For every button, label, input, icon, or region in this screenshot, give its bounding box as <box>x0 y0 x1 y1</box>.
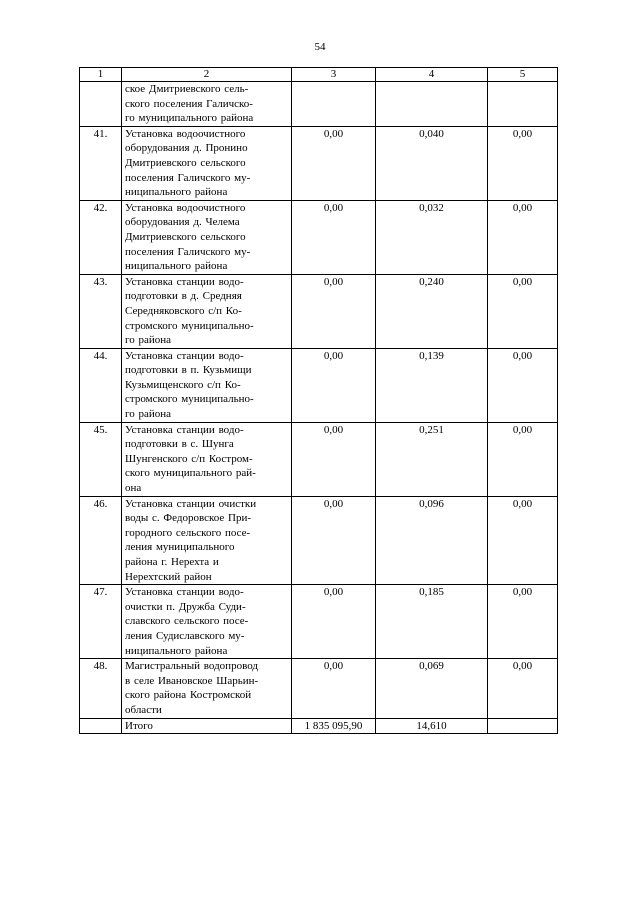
row-number: 42. <box>80 200 122 274</box>
row-number: 41. <box>80 126 122 200</box>
row-number: 48. <box>80 659 122 718</box>
row-value-col5 <box>488 82 558 127</box>
column-header: 3 <box>292 68 376 82</box>
row-value-col3: 0,00 <box>292 348 376 422</box>
row-value-col5: 0,00 <box>488 659 558 718</box>
row-value-col5: 0,00 <box>488 200 558 274</box>
row-value-col4: 0,185 <box>376 585 488 659</box>
row-value-col5: 0,00 <box>488 585 558 659</box>
column-header: 4 <box>376 68 488 82</box>
row-value-col3: 0,00 <box>292 126 376 200</box>
table-header-row <box>80 68 558 82</box>
table-row <box>80 348 558 422</box>
column-header: 1 <box>80 68 122 82</box>
column-header: 5 <box>488 68 558 82</box>
table-row <box>80 496 558 585</box>
row-value-col5 <box>488 718 558 734</box>
row-description: Установка станции водо- подготовки в п. Кузьмищи Кузьмищенского с/п Ко- стромского муниципально- го района <box>122 348 292 422</box>
row-number: 47. <box>80 585 122 659</box>
row-value-col4 <box>376 82 488 127</box>
row-description: Установка станции водо- очистки п. Дружба Суди- славского сельского посе- ления Судиславского му- ниципального района <box>122 585 292 659</box>
row-number <box>80 82 122 127</box>
page-number: 54 <box>314 41 326 53</box>
row-value-col5: 0,00 <box>488 422 558 496</box>
row-value-col4: 0,040 <box>376 126 488 200</box>
column-header: 2 <box>122 68 292 82</box>
row-number: 45. <box>80 422 122 496</box>
row-value-col4: 0,096 <box>376 496 488 585</box>
row-description: Установка станции водо- подготовки в с. Шунга Шунгенского с/п Костром- ского муниципального рай- она <box>122 422 292 496</box>
row-value-col3: 1 835 095,90 <box>292 718 376 734</box>
row-number: 44. <box>80 348 122 422</box>
row-value-col3: 0,00 <box>292 422 376 496</box>
row-description: Установка водоочистного оборудования д. Челема Дмитриевского сельского поселения Галичского му- ниципального района <box>122 200 292 274</box>
table-row <box>80 585 558 659</box>
row-description: Установка водоочистного оборудования д. Пронино Дмитриевского сельского поселения Галичского му- ниципального района <box>122 126 292 200</box>
row-value-col4: 0,069 <box>376 659 488 718</box>
row-value-col4: 0,251 <box>376 422 488 496</box>
row-description: Итого <box>122 718 292 734</box>
row-description: Установка станции очистки воды с. Федоровское При- городного сельского посе- ления муниципального района г. Нерехта и Нерехтский район <box>122 496 292 585</box>
data-table <box>79 67 558 734</box>
table-row <box>80 659 558 718</box>
row-number <box>80 718 122 734</box>
row-value-col3: 0,00 <box>292 496 376 585</box>
row-value-col4: 0,139 <box>376 348 488 422</box>
row-value-col4: 0,240 <box>376 274 488 348</box>
row-number: 46. <box>80 496 122 585</box>
row-value-col4: 0,032 <box>376 200 488 274</box>
table-row <box>80 82 558 127</box>
table-row <box>80 200 558 274</box>
row-number: 43. <box>80 274 122 348</box>
row-description: Магистральный водопровод в селе Ивановское Шарьин- ского района Костромской области <box>122 659 292 718</box>
row-value-col5: 0,00 <box>488 274 558 348</box>
row-value-col4: 14,610 <box>376 718 488 734</box>
row-value-col3: 0,00 <box>292 659 376 718</box>
table-row <box>80 718 558 734</box>
row-value-col5: 0,00 <box>488 496 558 585</box>
row-value-col3: 0,00 <box>292 200 376 274</box>
row-description: ское Дмитриевского сель- ского поселения Галичско- го муниципального района <box>122 82 292 127</box>
row-description: Установка станции водо- подготовки в д. Средняя Середняковского с/п Ко- стромского муниципально- го района <box>122 274 292 348</box>
table-row <box>80 274 558 348</box>
row-value-col3 <box>292 82 376 127</box>
table-row <box>80 126 558 200</box>
row-value-col3: 0,00 <box>292 585 376 659</box>
row-value-col3: 0,00 <box>292 274 376 348</box>
table-row <box>80 422 558 496</box>
row-value-col5: 0,00 <box>488 348 558 422</box>
row-value-col5: 0,00 <box>488 126 558 200</box>
